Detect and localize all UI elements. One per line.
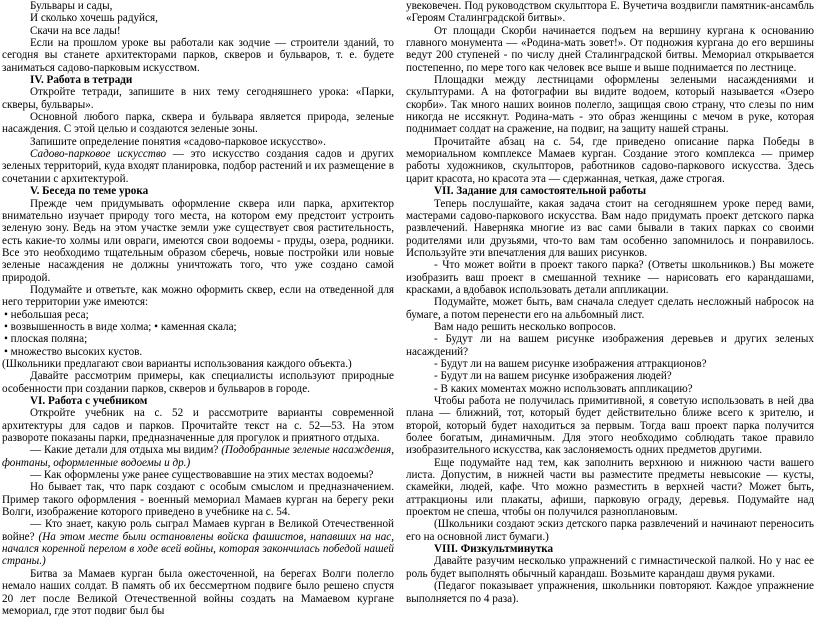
section-heading: VIII. Физкультминутка <box>434 543 554 556</box>
question-paragraph <box>2 444 394 469</box>
question-paragraph: — Как оформлены уже ранее существовавшие на этих местах водоемы? <box>30 469 374 482</box>
question-paragraph <box>2 518 394 567</box>
paragraph: Битва за Мамаев курган была ожесточенной, на берегах Волги полегло немало наших солдат. В память об их бессмертном подвиге было решено спустя 20 лет после Великой Отечественной войны создать на Мамаевом кургане мемориал, где этот подвиг был бы <box>2 567 394 617</box>
answer-text: (На этом месте были остановлены войска фашистов, напавших на нас, начался коренной перелом в ходе всей войны, которая закончилась победой нашей страны.) <box>2 530 394 568</box>
section-heading: VII. Задание для самостоятельной работы <box>434 185 647 198</box>
paragraph: Откройте учебник на с. 52 и рассмотрите варианты современной архитектуры для садов и парков. Прочитайте текст на с. 52—53. На этом развороте показаны парки, предназначенные для прогулок и приятного отдыха. <box>2 407 394 445</box>
dash-item: - В каких моментах можно использовать аппликацию? <box>434 382 693 395</box>
paragraph: Еще подумайте над тем, как заполнить верхнюю и нижнюю части вашего листа. Допустим, в нижней части вы разместите предметы невысокие — кусты, скамейки, людей, кафе. Что можно разместить в верхней части? Может быть, аттракционы или плакаты, афиши, парковую ограду, деревья. Подумайте над проектом не спеша, чтобы он получился разноплановым. <box>406 456 814 519</box>
paragraph: Чтобы работа не получилась примитивной, я советую использовать в ней два плана — ближний, тот, который будет действительно ближе всего к зрителю, и второй, который будет находиться за первым. Тогда ваш проект парка получится более богатым, динамичным. Для этого необходимо соблюдать такое правило изобразительного искусства, как заслоняемость одних предметов другими. <box>406 395 814 457</box>
paragraph: Давайте рассмотрим примеры, как специалисты используют природные особенности при создании парков, скверов и бульваров в городе. <box>2 370 394 395</box>
dash-item: - Будут ли на вашем рисунке изображения аттракционов? <box>434 357 707 370</box>
paragraph: Прежде чем придумывать оформление сквера или парка, архитектор внимательно изучает природу того места, на котором ему предстоит устроить зеленую зону. Ведь на этом участке земли уже существует своя растительность, есть какие-то холмы или овраги, имеются свои водоемы - пруды, озера, родники. Все это необходимо тщательным образом сберечь, новые постройки или новые зеленые насаждения не должны уничтожать того, что уже создано самой природой. <box>2 197 394 284</box>
bullet-item: • плоская поляна; <box>4 333 88 346</box>
paragraph: Запишите определение понятия «садово-парковое искусство». <box>30 135 326 148</box>
definition-term: Садово-парковое искусство <box>30 148 167 161</box>
poem-line: Бульвары и сады, <box>30 0 113 12</box>
paragraph: Подумайте, может быть, вам сначала следует сделать несложный набросок на бумаге, а потом перенести его на альбомный лист. <box>406 296 814 321</box>
left-column <box>2 0 400 617</box>
paragraph: Основной любого парка, сквера и бульвара является природа, зеленые насаждения. С этой целью и создаются зеленые зоны. <box>2 111 394 136</box>
bullet-item: • множество высоких кустов. <box>4 345 143 358</box>
paragraph: Но бывает так, что парк создают с особым смыслом и предназначением. Пример такого оформления - военный мемориал Мамаев курган на берегу реки Волги, изображение которого приведено в учебнике на с. 54. <box>2 481 394 519</box>
dash-item: - Будут ли на вашем рисунке изображения людей? <box>434 370 672 383</box>
dash-item: - Будут ли на вашем рисунке изображения деревьев и других зеленых насаждений? <box>406 333 814 358</box>
definition-paragraph <box>2 148 394 185</box>
paragraph: Подумайте и ответьте, как можно оформить сквер, если на отведенной для него территории уже имеются: <box>2 283 394 309</box>
poem-line: Скачи на все лады! <box>30 24 121 37</box>
paragraph: Давайте разучим несколько упражнений с гимнастической палкой. Но у нас ее роль будет выполнять обычный карандаш. Возьмите карандаш двумя руками. <box>406 555 814 580</box>
paragraph: Теперь послушайте, какая задача стоит на сегодняшнем уроке перед вами, мастерами садово-паркового искусства. Вам надо придумать проект детского парка развлечений. Наверняка многие из вас сами бывали в таких парках со своими родителями или друзьями, что-то вам там особенно запомнилось и понравилось. Используйте эти впечатления для ваших рисунков. <box>406 197 814 259</box>
answer-text: (Подобранные зеленые насаждения, фонтаны, оформленные водоемы и др.) <box>2 444 394 469</box>
paragraph: Прочитайте абзац на с. 54, где приведено описание парка Победы в мемориальном комплексе Мамаев курган. Создание этого комплекса — пример работы художников, скульпторов, работников садово-паркового искусства. Здесь царит красота, но красота эта — сдержанная, четкая, даже строгая. <box>406 135 814 185</box>
bullet-item: • возвышенность в виде холма; • каменная скала; <box>4 320 237 333</box>
paragraph: От площади Скорби начинается подъем на вершину кургана к основанию главного монумента — «Родина-мать зовет!». От подножия кургана до его вершины ведут 200 ступеней - по числу дней Сталинградской битвы. Мемориал открывается постепенно, по мере того как человек все выше и выше поднимается по лестнице. <box>406 24 814 74</box>
poem-line: И сколько хочешь радуйся, <box>30 12 158 25</box>
paragraph: увековечен. Под руководством скульптора Е. Вучетича воздвигли памятник-ансамбль «Героям Сталинградской битвы». <box>406 0 814 25</box>
paragraph: Если на прошлом уроке вы работали как зодчие — строители зданий, то сегодня вы станете архитекторами парков, скверов и бульваров, т. е. будете заниматься садово-парковым искусством. <box>2 37 394 74</box>
paragraph: (Школьники создают эскиз детского парка развлечений и начинают переносить его на основной лист бумаги.) <box>406 518 814 543</box>
bullet-item: • небольшая реса; <box>4 308 89 321</box>
paragraph: - Что может войти в проект такого парка? (Ответы школьников.) Вы можете изобразить ваш проект в смешанной технике — нарисовать его карандашами, красками, а вдобавок использовать детали аппликации. <box>406 259 814 296</box>
question-text: — Какие детали для отдыха мы видим? <box>30 444 222 457</box>
paragraph: (Педагог показывает упражнения, школьники повторяют. Каждое упражнение выполняется по 4 раза). <box>406 580 814 605</box>
section-heading: V. Беседа по теме урока <box>30 185 149 198</box>
definition-text: — это искусство создания садов и других зеленых территорий, куда входят планировка, подбор растений и их размещение в сочетании с архитектурой. <box>2 148 394 185</box>
section-heading: VI. Работа с учебником <box>30 395 148 407</box>
paragraph: (Школьники предлагают свои варианты использования каждого объекта.) <box>2 357 352 370</box>
paragraph: Площадки между лестницами оформлены зелеными насаждениями и скульптурами. А на фотографии вы видите водоем, который называется «Озеро скорби». Так много наших воинов полегло, защищая свою страну, что слезы по ним никогда не иссякнут. Родина-мать - это образ женщины с мечом в руке, которая поднимает солдат на сражение, на подвиг, на защиту нашей страны. <box>406 74 814 136</box>
right-column <box>400 0 814 605</box>
section-heading: IV. Работа в тетради <box>30 74 133 87</box>
question-text: — Кто знает, какую роль сыграл Мамаев курган в Великой Отечественной войне? <box>2 518 394 543</box>
paragraph: Откройте тетради, запишите в них тему сегодняшнего урока: «Парки, скверы, бульвары». <box>2 86 394 111</box>
paragraph: Вам надо решить несколько вопросов. <box>434 320 616 333</box>
